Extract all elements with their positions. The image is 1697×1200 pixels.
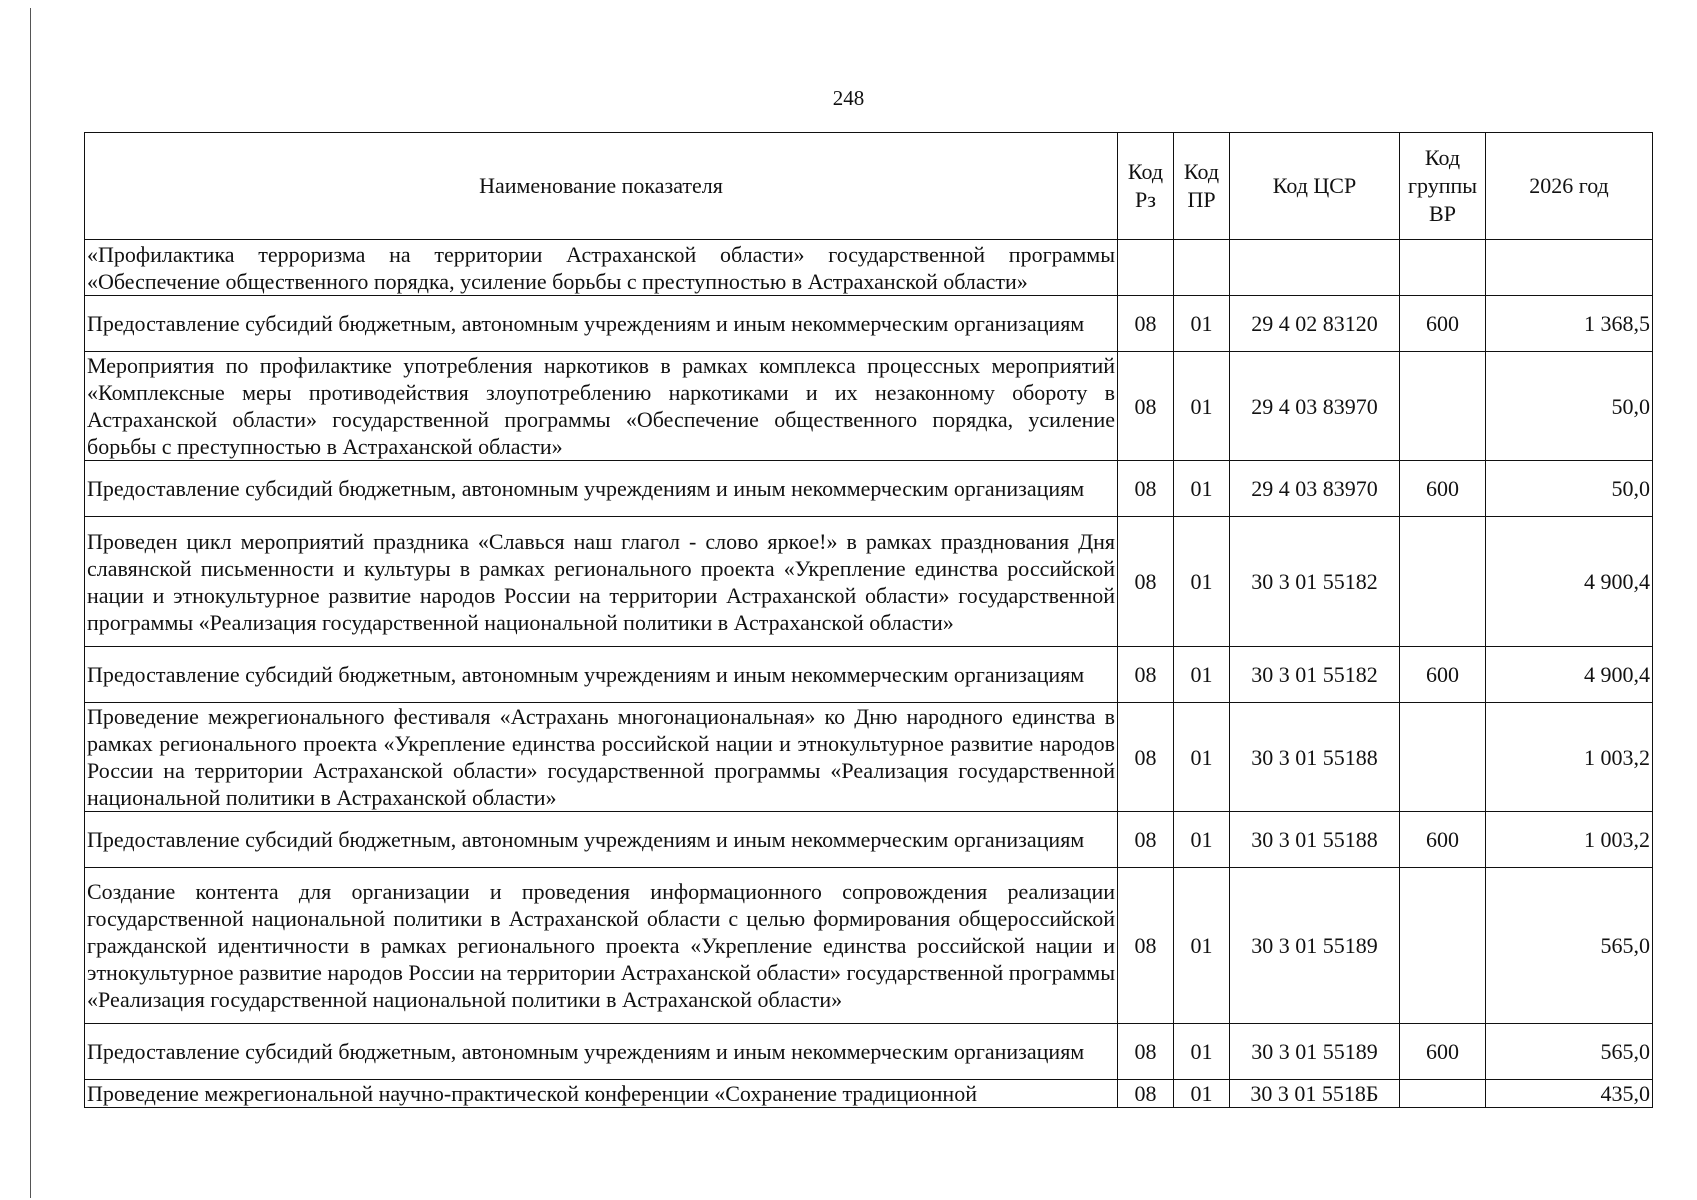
row-name-cell xyxy=(85,296,1118,352)
row-vr-cell: 600 xyxy=(1400,296,1486,352)
table-row xyxy=(85,352,1653,461)
row-name-cell xyxy=(85,461,1118,517)
row-name-cell xyxy=(85,647,1118,703)
row-vr-cell: 600 xyxy=(1400,647,1486,703)
row-amount-cell: 1 368,5 xyxy=(1486,296,1653,352)
row-rz-cell xyxy=(1118,240,1174,296)
row-csr-cell: 30 3 01 55188 xyxy=(1230,812,1400,868)
column-header-pr: Код ПР xyxy=(1174,133,1230,240)
row-name-text: Мероприятия по профилактике употребления наркотиков в рамках комплекса процессных мероприятий «Комплексные меры противодействия злоупотреблению наркотиками и их незаконному обороту в Астраханской области» государственной программы «Обеспечение общественного порядка, усиление борьбы с преступностью в Астраханской области» xyxy=(87,353,1115,459)
row-pr-cell: 01 xyxy=(1174,703,1230,812)
row-rz-cell: 08 xyxy=(1118,461,1174,517)
row-csr-cell: 30 3 01 55182 xyxy=(1230,517,1400,647)
row-rz-cell: 08 xyxy=(1118,296,1174,352)
table-row xyxy=(85,1080,1653,1108)
row-name-text: Проведение межрегиональной научно-практической конференции «Сохранение традиционной xyxy=(87,1081,977,1106)
row-pr-cell: 01 xyxy=(1174,647,1230,703)
row-csr-cell: 30 3 01 55189 xyxy=(1230,868,1400,1024)
row-pr-cell: 01 xyxy=(1174,1024,1230,1080)
row-amount-cell: 50,0 xyxy=(1486,352,1653,461)
row-name-text: Предоставление субсидий бюджетным, автономным учреждениям и иным некоммерческим организациям xyxy=(87,311,1085,336)
row-csr-cell: 30 3 01 55188 xyxy=(1230,703,1400,812)
row-name-text: «Профилактика терроризма на территории Астраханской области» государственной программы «Обеспечение общественного порядка, усиление борьбы с преступностью в Астраханской области» xyxy=(87,241,1115,294)
row-csr-cell: 30 3 01 5518Б xyxy=(1230,1080,1400,1108)
row-name-text: Предоставление субсидий бюджетным, автономным учреждениям и иным некоммерческим организациям xyxy=(87,476,1085,501)
row-name-text: Предоставление субсидий бюджетным, автономным учреждениям и иным некоммерческим организациям xyxy=(87,662,1085,687)
row-pr-cell: 01 xyxy=(1174,868,1230,1024)
row-name-cell xyxy=(85,1080,1118,1108)
row-csr-cell: 30 3 01 55189 xyxy=(1230,1024,1400,1080)
row-name-cell xyxy=(85,703,1118,812)
row-amount-cell: 565,0 xyxy=(1486,868,1653,1024)
row-name-cell xyxy=(85,812,1118,868)
column-header-name: Наименование показателя xyxy=(85,133,1118,240)
row-pr-cell xyxy=(1174,240,1230,296)
row-csr-cell: 29 4 02 83120 xyxy=(1230,296,1400,352)
table-row xyxy=(85,868,1653,1024)
row-vr-cell xyxy=(1400,240,1486,296)
column-header-vr: Код группы ВР xyxy=(1400,133,1486,240)
column-header-csr: Код ЦСР xyxy=(1230,133,1400,240)
row-rz-cell: 08 xyxy=(1118,1080,1174,1108)
row-name-text: Предоставление субсидий бюджетным, автономным учреждениям и иным некоммерческим организациям xyxy=(87,827,1085,852)
row-name-cell xyxy=(85,1024,1118,1080)
row-vr-cell xyxy=(1400,517,1486,647)
row-amount-cell: 1 003,2 xyxy=(1486,703,1653,812)
row-pr-cell: 01 xyxy=(1174,812,1230,868)
column-header-rz: Код Рз xyxy=(1118,133,1174,240)
row-vr-cell xyxy=(1400,868,1486,1024)
row-rz-cell: 08 xyxy=(1118,868,1174,1024)
row-pr-cell: 01 xyxy=(1174,352,1230,461)
binding-margin-line xyxy=(30,8,31,1198)
row-vr-cell xyxy=(1400,352,1486,461)
row-rz-cell: 08 xyxy=(1118,703,1174,812)
row-name-cell xyxy=(85,352,1118,461)
row-amount-cell: 50,0 xyxy=(1486,461,1653,517)
table-row xyxy=(85,647,1653,703)
row-rz-cell: 08 xyxy=(1118,352,1174,461)
row-vr-cell: 600 xyxy=(1400,1024,1486,1080)
table-row xyxy=(85,240,1653,296)
row-pr-cell: 01 xyxy=(1174,517,1230,647)
page-number: 248 xyxy=(832,86,865,110)
row-name-text: Предоставление субсидий бюджетным, автономным учреждениям и иным некоммерческим организациям xyxy=(87,1039,1085,1064)
row-vr-cell: 600 xyxy=(1400,461,1486,517)
table-row xyxy=(85,703,1653,812)
row-vr-cell: 600 xyxy=(1400,812,1486,868)
row-amount-cell: 1 003,2 xyxy=(1486,812,1653,868)
row-vr-cell xyxy=(1400,1080,1486,1108)
row-name-cell xyxy=(85,240,1118,296)
row-amount-cell: 565,0 xyxy=(1486,1024,1653,1080)
row-name-cell xyxy=(85,868,1118,1024)
table-header-row xyxy=(85,133,1653,240)
row-amount-cell xyxy=(1486,240,1653,296)
row-name-cell xyxy=(85,517,1118,647)
row-name-text: Проведен цикл мероприятий праздника «Славься наш глагол - слово яркое!» в рамках празднования Дня славянской письменности и культуры в рамках регионального проекта «Укрепление единства российской нации и этнокультурное развитие народов России на территории Астраханской области» государственной программы «Реализация государственной национальной политики в Астраханской области» xyxy=(87,528,1115,635)
row-rz-cell: 08 xyxy=(1118,517,1174,647)
table-row xyxy=(85,461,1653,517)
row-pr-cell: 01 xyxy=(1174,1080,1230,1108)
column-header-year: 2026 год xyxy=(1486,133,1653,240)
row-amount-cell: 4 900,4 xyxy=(1486,517,1653,647)
budget-table xyxy=(84,132,1653,1108)
row-pr-cell: 01 xyxy=(1174,296,1230,352)
row-name-text: Создание контента для организации и проведения информационного сопровождения реализации государственной национальной политики в Астраханской области с целью формирования общероссийской гражданской идентичности в рамках регионального проекта «Укрепление единства российской нации и этнокультурное развитие народов России на территории Астраханской области» государственной программы «Реализация государственной национальной политики в Астраханской области» xyxy=(87,879,1115,1012)
row-csr-cell: 29 4 03 83970 xyxy=(1230,352,1400,461)
table-row xyxy=(85,812,1653,868)
table-row xyxy=(85,296,1653,352)
row-amount-cell: 4 900,4 xyxy=(1486,647,1653,703)
row-name-text: Проведение межрегионального фестиваля «Астрахань многонациональная» ко Дню народного единства в рамках регионального проекта «Укрепление единства российской нации и этнокультурное развитие народов России на территории Астраханской области» государственной программы «Реализация государственной национальной политики в Астраханской области» xyxy=(87,704,1115,810)
row-csr-cell: 30 3 01 55182 xyxy=(1230,647,1400,703)
row-rz-cell: 08 xyxy=(1118,812,1174,868)
row-rz-cell: 08 xyxy=(1118,1024,1174,1080)
row-rz-cell: 08 xyxy=(1118,647,1174,703)
table-row xyxy=(85,1024,1653,1080)
row-csr-cell xyxy=(1230,240,1400,296)
table-row xyxy=(85,517,1653,647)
row-vr-cell xyxy=(1400,703,1486,812)
row-pr-cell: 01 xyxy=(1174,461,1230,517)
row-csr-cell: 29 4 03 83970 xyxy=(1230,461,1400,517)
row-amount-cell: 435,0 xyxy=(1486,1080,1653,1108)
